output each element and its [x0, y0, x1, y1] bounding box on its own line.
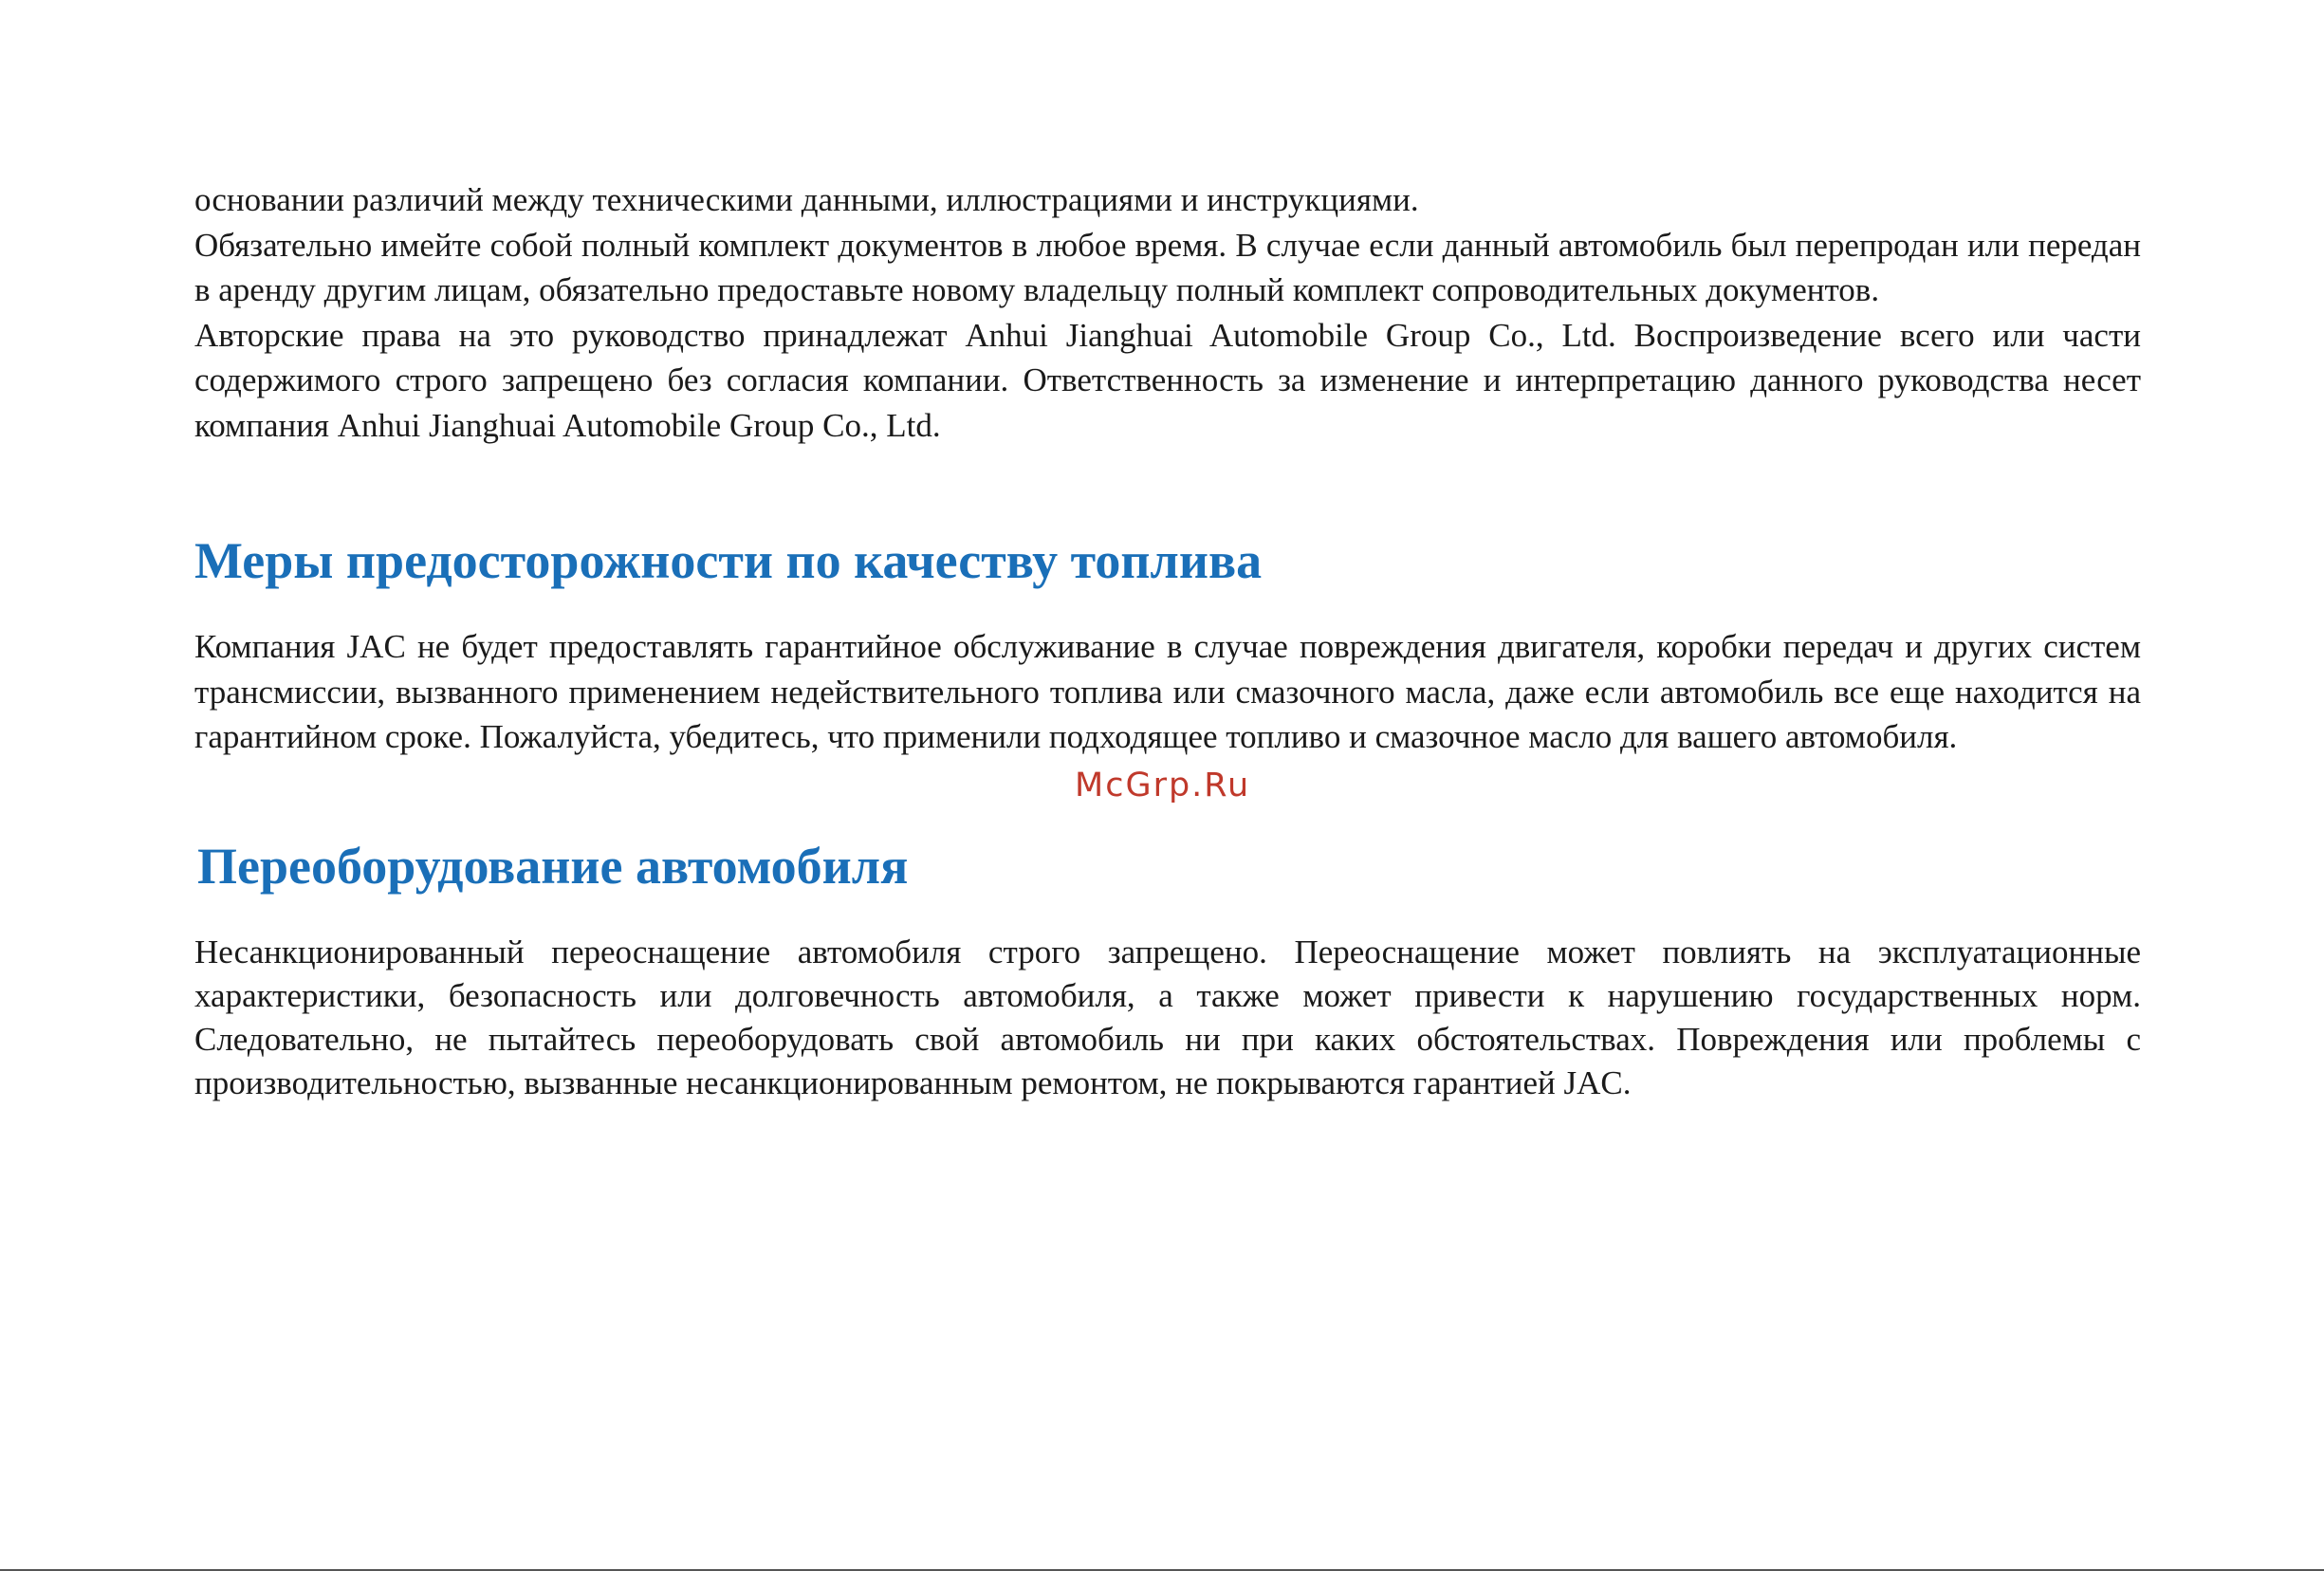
fuel-quality-heading: Меры предосторожности по качеству топлива: [194, 532, 1263, 589]
vehicle-modification-heading: Переоборудование автомобиля: [197, 838, 909, 895]
intro-paragraph-2: Обязательно имейте собой полный комплект документов в любое время. В случае если данный автомобиль был перепродан или передан в аренду другим лицам, обязательно предоставьте новому владельцу полный комплект сопроводительных документов.: [194, 226, 2141, 308]
intro-section: [194, 177, 2141, 448]
fuel-quality-section: [194, 624, 2141, 760]
vehicle-modification-section: [194, 931, 2141, 1105]
intro-paragraph-3: Авторские права на это руководство принадлежат Anhui Jianghuai Automobile Group Co., Ltd. Воспроизведение всего или части содержимого строго запрещено без согласия компании. Ответственность за изменение и интерпретацию данного руководства несет компания Anhui Jianghuai Automobile Group Co., Ltd.: [194, 316, 2141, 444]
watermark-text: McGrp.Ru: [1075, 767, 1251, 804]
fuel-quality-paragraph: Компания JAC не будет предоставлять гарантийное обслуживание в случае повреждения двигателя, коробки передач и других систем трансмиссии, вызванного применением недействительного топлива или смазочного масла, даже если автомобиль все еще находится на гарантийном сроке. Пожалуйста, убедитесь, что применили подходящее топливо и смазочное масло для вашего автомобиля.: [194, 628, 2141, 755]
vehicle-modification-paragraph: Несанкционированный переоснащение автомобиля строго запрещено. Переоснащение может повлиять на эксплуатационные характеристики, безопасность или долговечность автомобиля, а также может привести к нарушению государственных норм. Следовательно, не пытайтесь переоборудовать свой автомобиль ни при каких обстоятельствах. Повреждения или проблемы с производительностью, вызванные несанкционированным ремонтом, не покрываются гарантией JAC.: [194, 933, 2141, 1101]
intro-paragraph-1: основании различий между техническими данными, иллюстрациями и инструкциями.: [194, 181, 1419, 218]
